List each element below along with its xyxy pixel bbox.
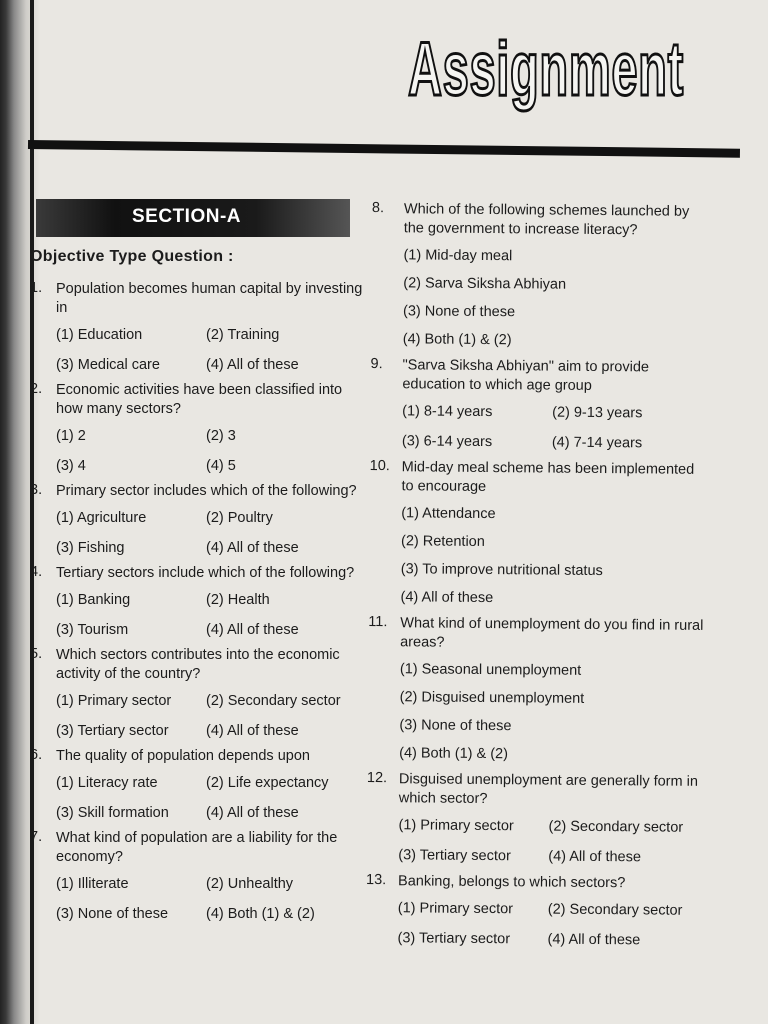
answer-option: (4) All of these [206,357,299,373]
answer-option: (3) To improve nutritional status [400,561,603,580]
question-text: Banking, belongs to which sectors? [397,873,626,892]
answer-option: (3) Tourism [56,622,129,638]
answer-option: (1) Primary sector [397,900,514,918]
answer-option: (1) Agriculture [56,510,147,526]
question-item [370,356,711,453]
right-question-list [365,200,712,950]
question-item [30,747,370,822]
answer-option: (1) Illiterate [56,876,129,892]
page-title: Assignment [408,27,684,112]
option-list [56,326,370,374]
answer-option: (1) Literacy rate [56,775,158,791]
answer-option: (4) All of these [547,931,641,949]
answer-option: (2) 3 [206,428,236,444]
answer-option: (1) Attendance [401,505,496,523]
answer-option: (4) All of these [206,622,299,638]
question-item [30,829,370,923]
answer-option: (2) Secondary sector [547,901,683,919]
question-text: Mid-day meal scheme has been implemented to encourage [401,459,695,496]
answer-option: (2) Poultry [206,510,273,526]
answer-option: (2) Training [206,327,280,343]
question-number: 10. [369,457,390,475]
option-list [56,875,370,923]
answer-option: (2) Sarva Siksha Abhiyan [403,275,567,293]
question-number: 5. [30,646,43,662]
question-number: 12. [366,769,388,787]
answer-option: (2) Secondary sector [548,818,684,836]
answer-option: (3) Tertiary sector [398,847,511,865]
answer-option: (4) Both (1) & (2) [402,331,512,349]
answer-option: (4) All of these [206,723,299,739]
answer-option: (2) Retention [400,533,485,550]
answer-option: (3) Medical care [56,357,160,373]
question-item [371,200,712,351]
question-number: 3. [30,482,43,498]
answer-option: (3) 6-14 years [401,433,493,451]
question-item [30,381,370,475]
question-number: 7. [30,829,43,845]
answer-option: (1) 8-14 years [402,403,493,421]
right-column [365,200,712,958]
question-text: Disguised unemployment are generally form in which sector? [398,771,699,808]
question-text: Which of the following schemes launched by the government to increase literacy? [403,201,690,239]
option-list [398,816,706,867]
question-number: 11. [368,613,388,631]
objective-heading: Objective Type Question : [30,248,234,265]
answer-option: (1) Primary sector [398,817,514,835]
answer-option: (3) Tertiary sector [56,723,169,739]
answer-option: (1) 2 [56,428,86,444]
question-text: What kind of population are a liability for the economy? [56,830,338,865]
option-list [400,504,709,609]
question-text: "Sarva Siksha Abhiyan" aim to provide education to which age group [402,357,650,394]
question-number: 6. [30,747,43,763]
answer-option: (4) All of these [548,848,642,866]
question-text: The quality of population depends upon [56,748,310,764]
question-text: Tertiary sectors include which of the following? [56,565,355,581]
question-number: 2. [30,381,43,397]
answer-option: (1) Primary sector [56,693,172,709]
section-label: SECTION-A [132,206,241,227]
question-number: 1. [30,280,43,296]
option-list [403,246,712,351]
question-item [30,482,370,557]
answer-option: (3) None of these [402,303,516,321]
answer-option: (2) Life expectancy [206,775,329,791]
answer-option: (4) Both (1) & (2) [399,745,509,763]
answer-option: (4) Both (1) & (2) [206,906,315,922]
answer-option: (3) None of these [56,906,169,922]
answer-option: (4) All of these [206,805,299,821]
question-item [30,280,370,374]
left-column [30,248,370,930]
answer-option: (3) Tertiary sector [397,930,511,948]
question-item [368,458,709,609]
answer-option: (3) Skill formation [56,805,169,821]
question-text: Economic activities have been classified into how many sectors? [56,382,343,417]
question-item [366,770,707,867]
answer-option: (2) Unhealthy [206,876,294,892]
question-item [365,872,706,950]
option-list [56,591,370,639]
question-number: 9. [370,355,383,373]
option-list [397,899,705,950]
answer-option: (2) Health [206,592,270,608]
answer-option: (4) 5 [206,458,236,474]
answer-option: (3) None of these [399,717,512,735]
answer-option: (1) Education [56,327,143,343]
option-list [402,402,710,453]
option-list [56,774,370,822]
question-number: 8. [371,200,385,217]
answer-option: (4) All of these [400,589,494,607]
question-number: 13. [365,871,387,889]
left-question-list [30,280,370,923]
option-list [56,427,370,475]
option-list [56,692,370,740]
question-text: Primary sector includes which of the following? [56,483,357,499]
answer-option: (2) Disguised unemployment [399,689,585,707]
answer-option: (3) 4 [56,458,86,474]
option-list [399,660,708,765]
answer-option: (4) 7-14 years [551,434,643,452]
question-text: Population becomes human capital by investing in [56,281,363,316]
header-rule [28,140,740,158]
answer-option: (1) Seasonal unemployment [399,661,582,679]
option-list [56,509,370,557]
question-number: 4. [30,564,43,580]
answer-option: (3) Fishing [56,540,125,556]
answer-option: (2) Secondary sector [206,693,341,709]
answer-option: (2) 9-13 years [552,404,643,422]
answer-option: (1) Banking [56,592,131,608]
question-item [367,614,708,765]
question-item [30,646,370,740]
question-text: Which sectors contributes into the economic activity of the country? [56,647,340,682]
answer-option: (1) Mid-day meal [403,247,513,265]
answer-option: (4) All of these [206,540,299,556]
question-item [30,564,370,639]
question-text: What kind of unemployment do you find in rural areas? [400,615,704,651]
section-banner [36,199,350,237]
